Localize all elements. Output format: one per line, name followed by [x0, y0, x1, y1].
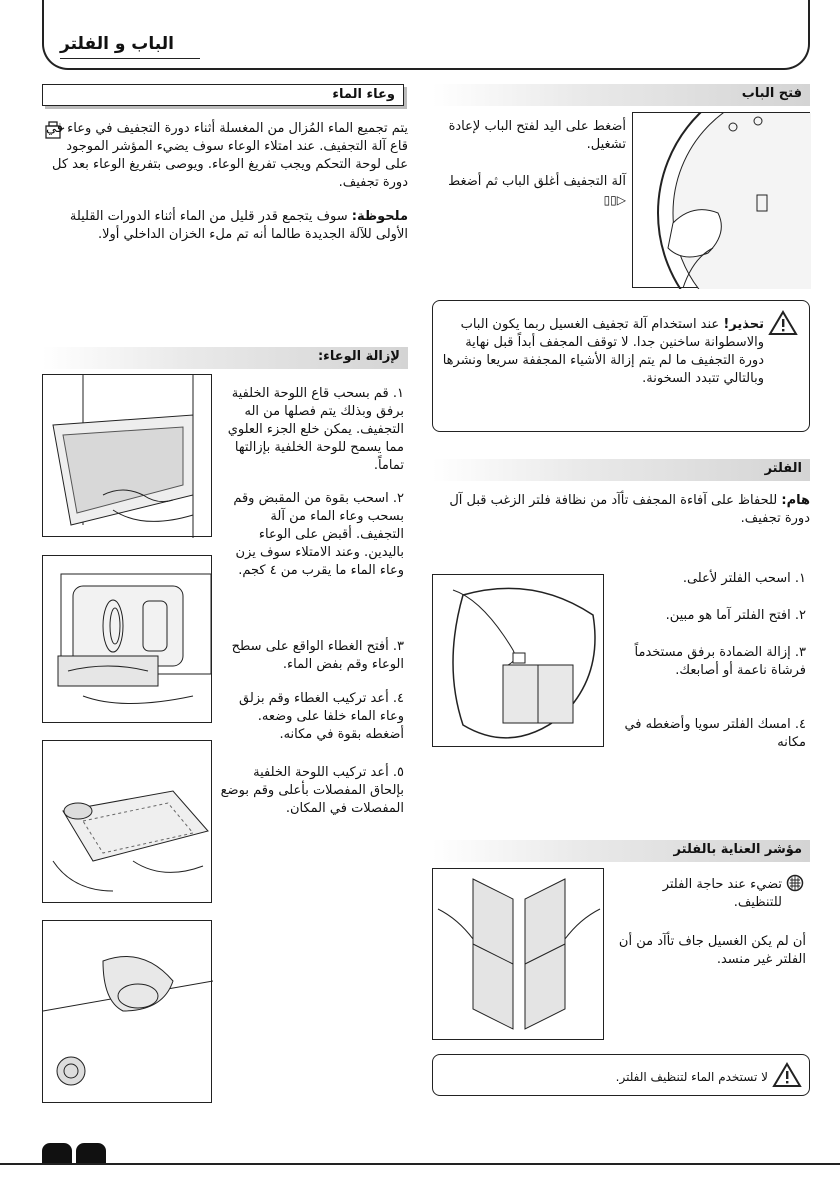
filter-step-1: ١. اسحب الفلتر لأعلى.: [682, 571, 806, 586]
warning-body: عند استخدام آلة تجفيف الغسيل ربما يكون الباب والاسطوانة ساخنين جدا. لا توقف المجفف أبداً قبل نهاية دورة التجفيف ما لم يتم إزالة الأشياء المجففة سريعا ونشرها وبالتالي تتبدد السخونة.: [442, 317, 764, 386]
remove-step-5: ٥. أعد تركيب اللوحة الخلفية بإلحاق المفصلات بأعلى وقم بوضع المفصلات في المكان.: [220, 765, 404, 816]
filter-step-3: ٣. إزالة الضمادة برفق مستخدماً فرشاة ناعمة أو أصابعك.: [634, 645, 806, 678]
cap-illustration: [42, 740, 212, 903]
filter-clean-illustration: [432, 868, 604, 1040]
back-panel-illustration: [42, 374, 212, 537]
filter-important-text: للحفاظ على آفاءة المجفف تأآد من نظافة فلتر الزغب قبل آل دورة تجفيف.: [449, 493, 810, 526]
remove-step-1: ١. قم بسحب قاع اللوحة الخلفية برفق وبذلك يتم فصلها من اله التجفيف. يمكن خلع الجزء العلوي مما يسمح للوحة الخلفية بإزالتها تماماً.: [227, 386, 404, 473]
refit-panel-illustration: [42, 920, 212, 1103]
water-container-heading: وعاء الماء: [42, 84, 404, 106]
filter-indicator-heading: مؤشر العناية بالفلتر: [432, 840, 810, 862]
remove-step-2: ٢. اسحب بقوة من المقبض وقم بسحب وعاء الماء من آلة التجفيف. أقبض على الوعاء باليدين. وعند الامتلاء سوف يزن وعاء الماء ما يقرب من ٤ كجم.: [233, 491, 404, 578]
door-open-text-2: [436, 173, 626, 210]
filter-indicator-text-1: تضيء عند حاجة الفلتر للتنظيف.: [662, 877, 782, 910]
remove-container-heading: لإزالة الوعاء:: [42, 347, 408, 369]
note-label: ملحوظة:: [351, 209, 408, 224]
filter-heading: الفلتر: [432, 459, 810, 481]
water-container-body: يتم تجميع الماء المُزال من المغسلة أثناء دورة التجفيف في وعاء في قاع آلة التجفيف. عند امتلاء الوعاء سوف يضيء المؤشر الموجود على لوحة التحكم ويجب تفريغ الوعاء. ويوصى بتفريغ الوعاء بعد كل دورة تجفيف.: [45, 121, 408, 190]
filter-illustration: [432, 574, 604, 747]
door-open-text-2-label: آلة التجفيف أغلق الباب ثم أضغط: [448, 174, 626, 189]
warning-icon: [768, 310, 798, 336]
filter-important-label: هام:: [781, 493, 810, 508]
filter-warning-text: لا تستخدم الماء لتنظيف الفلتر.: [615, 1070, 768, 1084]
note-text: سوف يتجمع قدر قليل من الماء أثناء الدورات القليلة الأولى للآلة الجديدة طالما أنه تم ملء الخزان الداخلي أولا.: [69, 209, 408, 242]
filter-step-4: ٤. امسك الفلتر سويا وأضغطه في مكانه: [624, 717, 806, 750]
remove-step-3: ٣. أفتح الغطاء الواقع على سطح الوعاء وقم بفض الماء.: [231, 639, 404, 672]
filter-important: [432, 492, 810, 528]
filter-indicator-icon: [786, 874, 804, 892]
door-warning-text: [442, 316, 764, 388]
page-title: الباب و الفلتر: [60, 34, 174, 54]
filter-step-2: ٢. افتح الفلتر آما هو مبين.: [665, 608, 806, 623]
start-pause-icon: ▷▯▯: [603, 193, 626, 207]
filter-warning-icon: [772, 1062, 802, 1088]
title-underline: [60, 58, 200, 59]
remove-step-4: ٤. أعد تركيب الغطاء وقم بزلق وعاء الماء خلفا على وضعه. أضغطه بقوة في مكانه.: [239, 691, 404, 742]
footer-line: [0, 1163, 840, 1165]
warning-label: تحذير!: [723, 317, 764, 332]
door-open-heading: فتح الباب: [432, 84, 810, 106]
filter-indicator-text-2: أن لم يكن الغسيل جاف تأآد من أن الفلتر غير منسد.: [618, 934, 806, 967]
page-tab-left: [42, 1143, 72, 1163]
pull-container-illustration: [42, 555, 212, 723]
water-container-note: [42, 208, 408, 244]
door-illustration: [632, 112, 810, 288]
door-open-text-1: أضغط على اليد لفتح الباب لإعادة تشغيل.: [448, 119, 626, 152]
page-tab-right: [76, 1143, 106, 1163]
